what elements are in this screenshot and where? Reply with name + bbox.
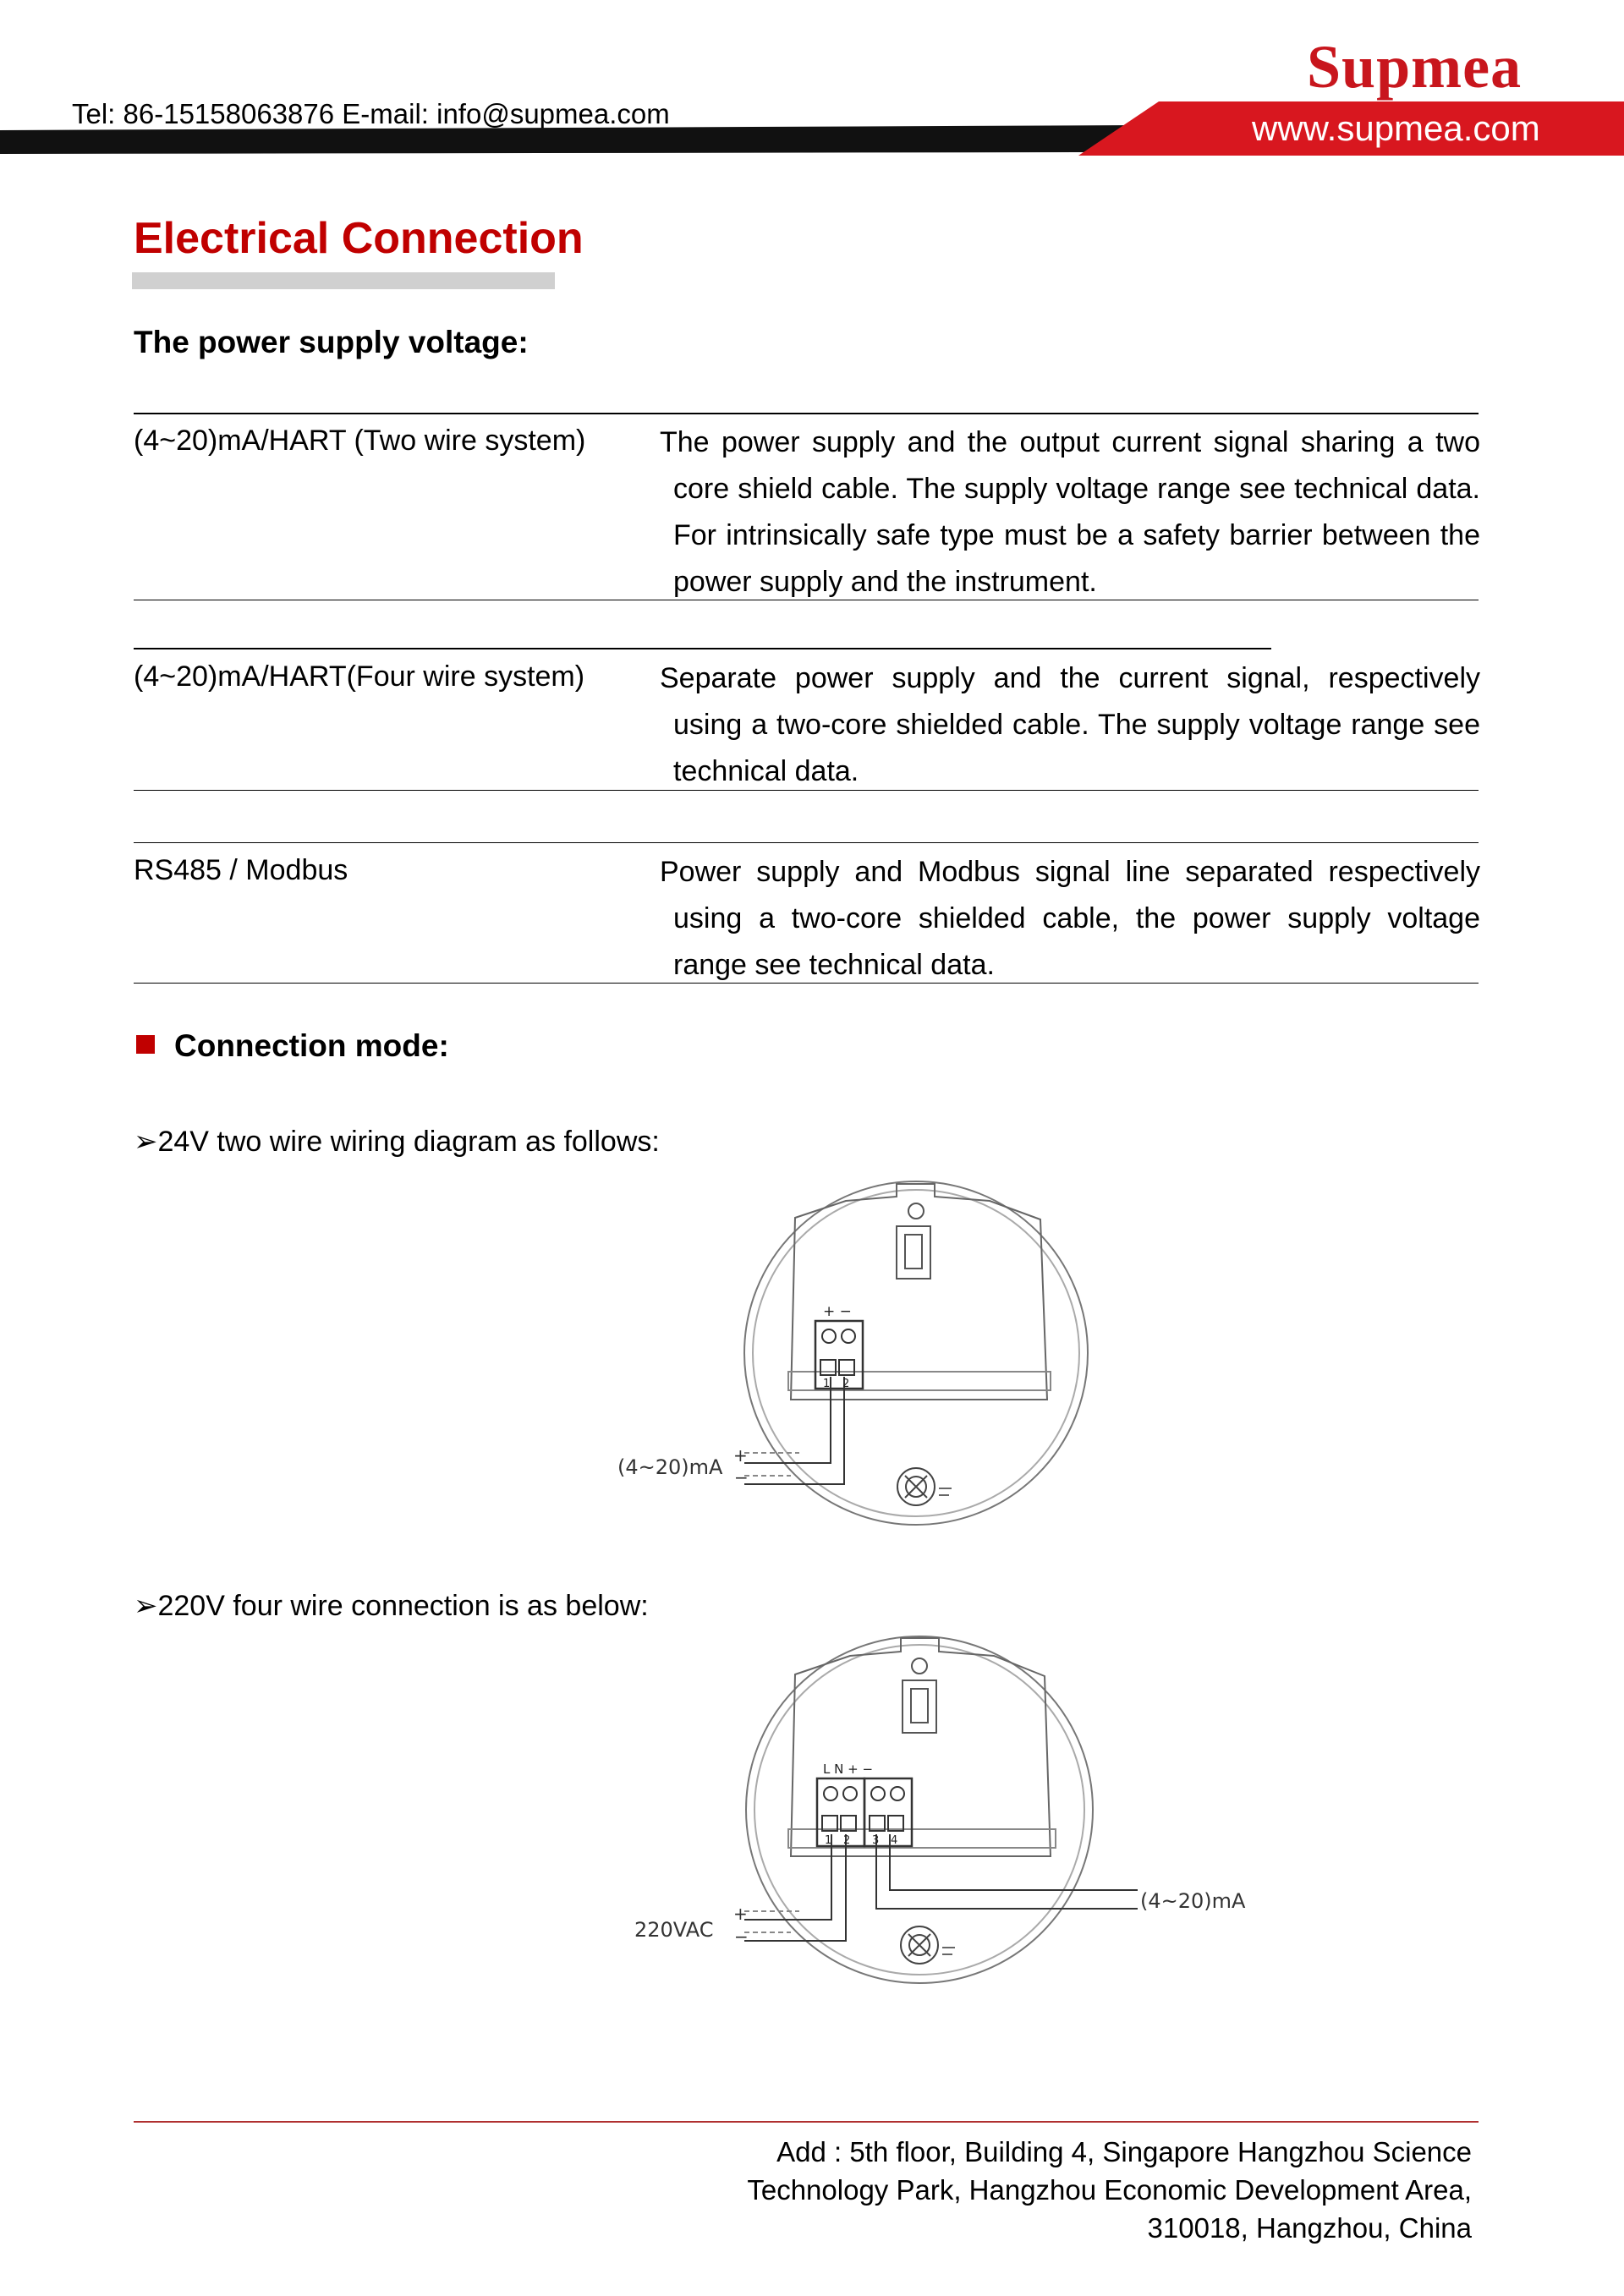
terminal-signs: L N + − (823, 1762, 874, 1777)
signal-label: (4~20)mA (1140, 1889, 1246, 1913)
four-wire-diagram (617, 1628, 1260, 1996)
table-row-system: (4~20)mA/HART(Four wire system) (134, 660, 585, 693)
header-contact: Tel: 86-15158063876 E-mail: info@supmea.com (72, 98, 670, 129)
brand-logo: Supmea (1307, 33, 1522, 101)
address-line: 310018, Hangzhou, China (1147, 2212, 1472, 2244)
footer-address (719, 2133, 1472, 2247)
page-title: Electrical Connection (134, 214, 584, 263)
supply-heading: The power supply voltage: (134, 325, 529, 359)
power-label: 220VAC (634, 1918, 714, 1942)
terminal-number: 1 (825, 1834, 832, 1847)
terminal-number: 1 (823, 1378, 831, 1390)
minus-sign: − (734, 1926, 749, 1947)
minus-sign: − (734, 1467, 749, 1488)
table-row-description: Separate power supply and the current signal, respectively using a two-core shielded cable. The supply voltage range see technical data. (660, 662, 1480, 787)
site-url: www.supmea.com (1252, 108, 1540, 148)
terminal-number: 2 (842, 1378, 850, 1390)
terminal-number: 4 (891, 1834, 898, 1847)
four-wire-caption: ➢220V four wire connection is as below: (134, 1590, 649, 1622)
signal-label: (4~20)mA (617, 1455, 723, 1479)
table-rule (134, 648, 1271, 649)
footer-rule (134, 2121, 1479, 2123)
table-rule (134, 983, 1479, 984)
plus-sign: + (733, 1445, 748, 1466)
terminal-signs: + − (823, 1303, 852, 1320)
table-row-description: The power supply and the output current signal sharing a two core shield cable. The supply voltage range see technical data. For intrinsically safe type must be a safety barrier between the power supply and the instrument. (660, 426, 1480, 598)
two-wire-diagram (617, 1175, 1108, 1535)
two-wire-caption: ➢24V two wire wiring diagram as follows: (134, 1126, 660, 1158)
square-bullet-icon (136, 1035, 155, 1054)
plus-sign: + (733, 1904, 748, 1924)
table-rule (134, 842, 1479, 843)
table-row-system: RS485 / Modbus (134, 854, 348, 886)
table-rule (134, 413, 1479, 414)
table-row-description: Power supply and Modbus signal line separated respectively using a two-core shielded cable, the power supply voltage range see technical data. (660, 856, 1480, 981)
terminal-number: 3 (872, 1834, 880, 1847)
title-underline (132, 272, 555, 289)
address-line: Add : 5th floor, Building 4, Singapore Hangzhou Science (776, 2136, 1472, 2167)
connection-heading: Connection mode: (174, 1028, 449, 1063)
table-row-system: (4~20)mA/HART (Two wire system) (134, 425, 586, 457)
terminal-number: 2 (843, 1834, 851, 1847)
table-rule (134, 790, 1479, 791)
address-line: Technology Park, Hangzhou Economic Development Area, (747, 2174, 1472, 2206)
